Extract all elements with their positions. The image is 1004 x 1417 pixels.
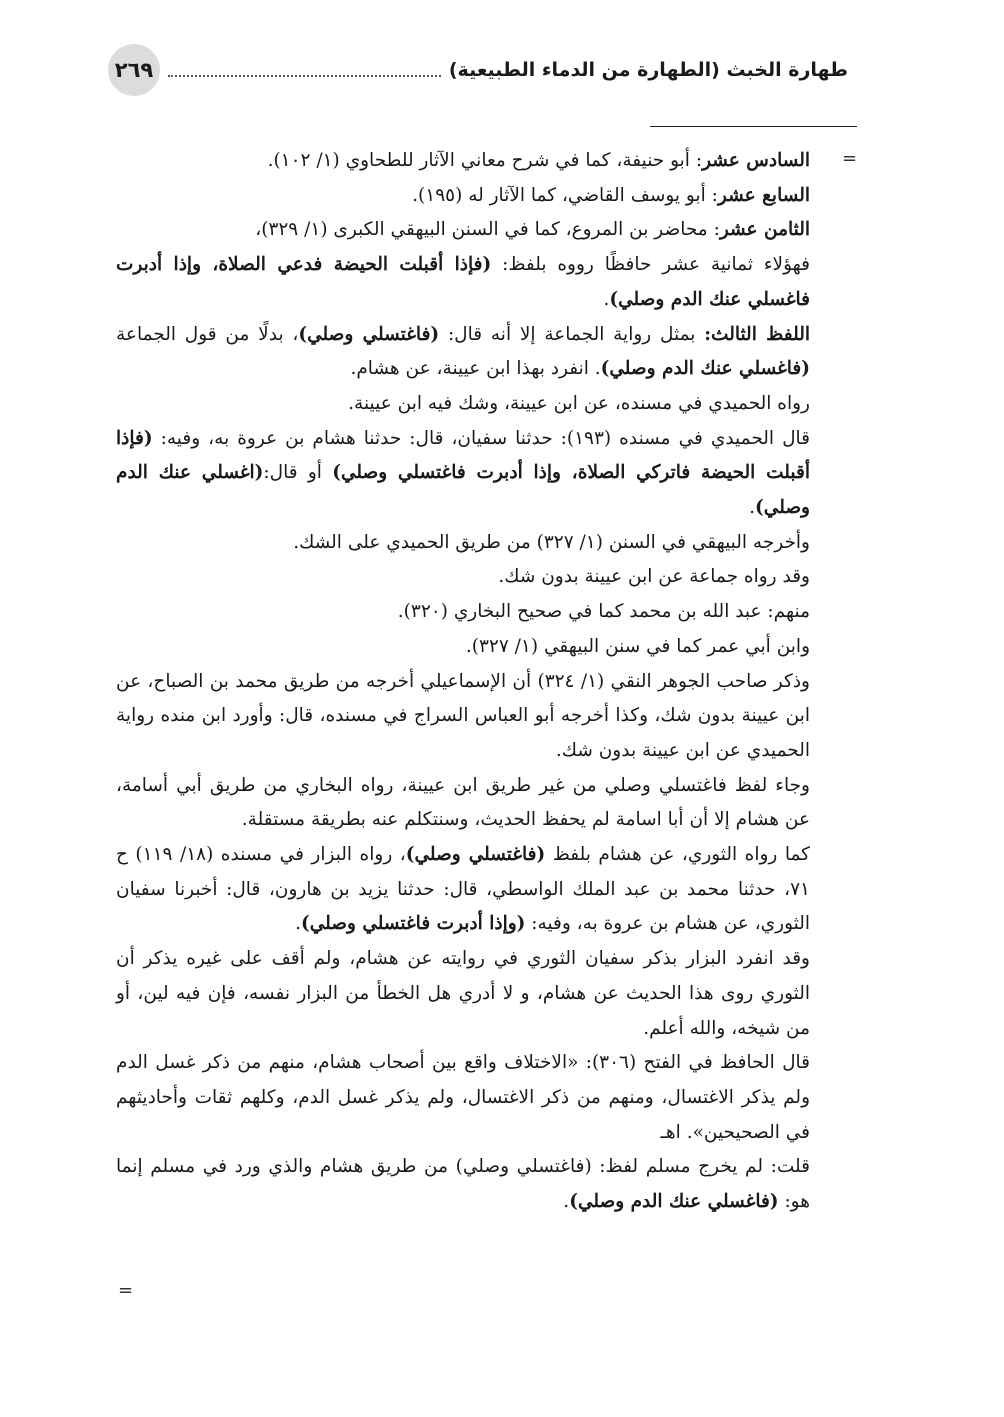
text-run: . [603, 288, 610, 310]
text-run: وقد رواه جماعة عن ابن عيينة بدون شك. [498, 566, 810, 588]
bold-text: السابع عشر [717, 184, 810, 206]
bold-text: (وإذا أدبرت فاغتسلي وصلي) [301, 913, 526, 935]
text-run: بمثل رواية الجماعة إلا أنه قال: [439, 323, 705, 345]
paragraph [116, 595, 810, 630]
paragraph [116, 665, 810, 769]
bold-text: السادس عشر [702, 150, 810, 171]
text-run: قال الحافظ في الفتح (٣٠٦): «الاختلاف واقع بين أصحاب هشام، منهم من ذكر غسل الدم ولم يذكر الاغتسال، ومنهم من ذكر الاغتسال، ولم يذكر غسل الدم، وكلهم ثقات وأحاديثهم في الصحيحين». اهـ [116, 1052, 811, 1143]
text-run: وجاء لفظ فاغتسلي وصلي من غير طريق ابن عيينة، رواه البخاري من طريق أبي أسامة، عن هشام إلا أن أبا اسامة لم يحفظ الحديث، وسنتكلم عنه بطريقة مستقلة. [116, 774, 810, 831]
paragraph [116, 769, 810, 838]
paragraph [116, 838, 810, 942]
bold-text: (فإذا أقبلت الحيضة فدعي الصلاة، وإذا أدبرت فاغسلي عنك الدم وصلي) [116, 254, 810, 310]
bold-text: (فاغتسلي وصلي) [298, 323, 440, 345]
paragraph [116, 422, 810, 526]
paragraph [116, 387, 810, 422]
text-run: . [563, 1191, 570, 1213]
text-run: منهم: عبد الله بن محمد كما في صحيح البخاري (٣٢٠). [397, 601, 810, 623]
bold-text: اللفظ الثالث: [704, 323, 810, 345]
bold-text: الثامن عشر [719, 219, 810, 241]
text-run: أو قال: [263, 462, 333, 484]
text-run: : محاضر بن المروع، كما في السنن البيهقي الكبرى (١/ ٣٢٩)، [255, 219, 720, 241]
paragraph [116, 1150, 810, 1219]
text-run: . [295, 913, 301, 935]
paragraph [116, 179, 810, 214]
bold-text: (فإذا أقبلت الحيضة فاتركي الصلاة، وإذا أدبرت فاغتسلي وصلي) [116, 427, 810, 484]
text-run: رواه الحميدي في مسنده، عن ابن عيينة، وشك فيه ابن عيينة. [348, 392, 810, 414]
bold-text: (فاغسلي عنك الدم وصلي) [600, 358, 810, 380]
text-run: : أبو يوسف القاضي، كما الآثار له (١٩٥). [412, 184, 718, 206]
text-run: فهؤلاء ثمانية عشر حافظًا رووه بلفظ: [491, 254, 810, 276]
paragraph [116, 248, 810, 317]
footnote-body [116, 144, 810, 1220]
page-header [108, 40, 848, 100]
paragraph [116, 213, 810, 248]
text-run: قال الحميدي في مسنده (١٩٣): حدثنا سفيان، قال: حدثنا هشام بن عروة به، وفيه: [152, 427, 810, 449]
leader-dots [168, 75, 441, 77]
paragraph [116, 318, 810, 387]
running-title: طهارة الخبث (الطهارة من الدماء الطبيعية) [448, 59, 848, 81]
paragraph [116, 560, 810, 595]
bold-text: (فاغتسلي وصلي) [405, 844, 546, 866]
paragraph [116, 526, 810, 561]
text-run: وأخرجه البيهقي في السنن (١/ ٣٢٧) من طريق الحميدي على الشك. [293, 531, 810, 553]
text-run: . انفرد بهذا ابن عيينة، عن هشام. [350, 358, 601, 380]
text-run: وذكر صاحب الجوهر النقي (١/ ٣٢٤) أن الإسماعيلي أخرجه من طريق محمد بن الصباح، عن ابن عيينة بدون شك، وكذا أخرجه أبو العباس السراج في مسنده، قال: وأورد ابن منده رواية الحميدي عن ابن عيينة بدون شك. [116, 670, 810, 761]
page-number: ٢٦٩ [108, 44, 160, 96]
text-run: . [749, 497, 756, 519]
text-run: كما رواه الثوري، عن هشام بلفظ [545, 844, 810, 866]
paragraph [116, 144, 810, 179]
text-run: وابن أبي عمر كما في سنن البيهقي (١/ ٣٢٧). [465, 635, 810, 657]
paragraph [116, 630, 810, 665]
text-run: ، رواه البزار في مسنده (١٨/ ١١٩) ح ٧١، حدثنا محمد بن عبد الملك الواسطي، قال: حدثنا يزيد بن هارون، قال: أخبرنا سفيان الثوري، عن هشام بن عروة به، وفيه: [116, 844, 810, 935]
paragraph [116, 1046, 810, 1150]
text-run: : أبو حنيفة، كما في شرح معاني الآثار للطحاوي (١/ ١٠٢). [267, 150, 703, 171]
footnote-rule [650, 126, 857, 127]
bold-text: (فاغسلي عنك الدم وصلي) [569, 1191, 779, 1213]
paragraph [116, 942, 810, 1046]
bold-text: (اغسلي عنك الدم وصلي) [116, 462, 810, 519]
continuation-marker-bottom: = [118, 1280, 134, 1301]
text-run: وقد انفرد البزار بذكر سفيان الثوري في روايته عن هشام، ولم أقف على غيره يذكر أن الثوري روى هذا الحديث عن هشام، و لا أدري هل الخطأ من البزار نفسه، فإن فيه لين، أو من شيخه، والله أعلم. [116, 948, 810, 1039]
text-run: قلت: لم يخرج مسلم لفظ: (فاغتسلي وصلي) من طريق هشام والذي ورد في مسلم إنما هو: [116, 1156, 810, 1213]
text-run: ، بدلًا من قول الجماعة [116, 323, 299, 345]
continuation-marker-top: = [842, 148, 858, 169]
